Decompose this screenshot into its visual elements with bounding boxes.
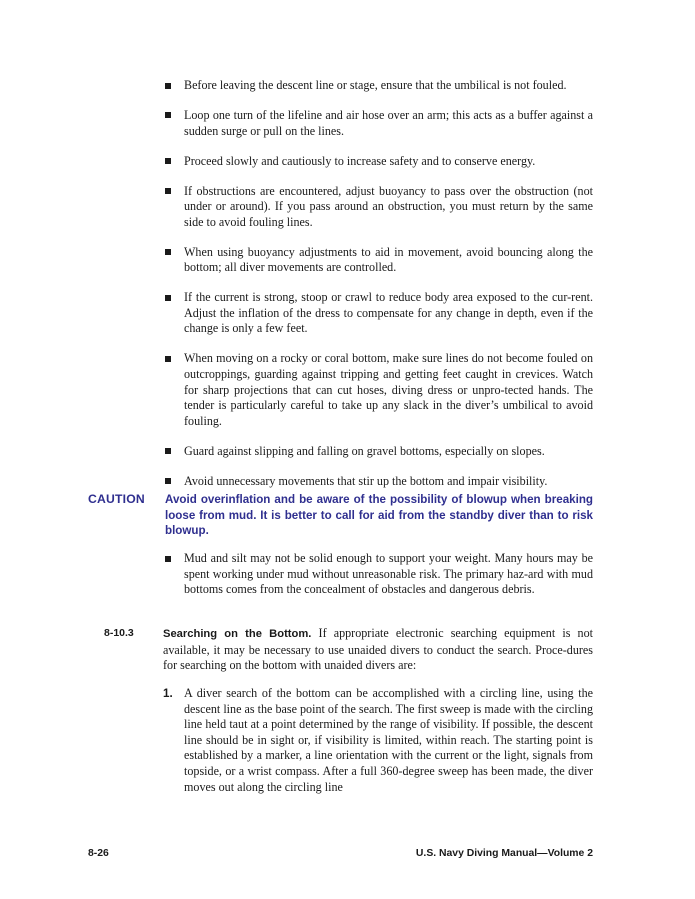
caution-block (88, 492, 593, 539)
list-item (165, 351, 593, 429)
item-number: 1. (163, 687, 173, 700)
list-item (165, 474, 593, 490)
page-number: 8-26 (88, 848, 109, 859)
bullet-text: Guard against slipping and falling on gravel bottoms, especially on slopes. (184, 443, 545, 458)
bullet-text: Proceed slowly and cautiously to increase safety and to conserve energy. (184, 153, 536, 168)
list-item (165, 78, 593, 94)
bullet-square-icon (165, 158, 171, 164)
numbered-item (163, 686, 593, 795)
bullet-square-icon (165, 188, 171, 194)
bullet-square-icon (165, 295, 171, 301)
bullet-text: If obstructions are encountered, adjust buoyancy to pass over the obstruction (not under or around). If you pass around an obstruction, you must return by the same side to avoid fouling lines. (184, 183, 593, 229)
bullet-text: Avoid unnecessary movements that stir up the bottom and impair visibility. (184, 473, 548, 488)
bullet-square-icon (165, 112, 171, 118)
bullet-text: When using buoyancy adjustments to aid in movement, avoid bouncing along the bottom; all diver movements are controlled. (184, 244, 593, 275)
caution-label: CAUTION (88, 492, 145, 506)
bullet-text: If the current is strong, stoop or crawl to reduce body area exposed to the cur-rent. Adjust the inflation of the dress to compensate for any change in depth, even if the change is only a few feet. (184, 290, 593, 336)
section-number: 8-10.3 (104, 627, 134, 639)
bullet-text: When moving on a rocky or coral bottom, make sure lines do not become fouled on outcroppings, guarding against tripping and getting feet caught in crevices. Watch for sharp projections that can cut hoses, diving dress or unpro-tected hands. The tender is particularly careful to take up any slack in the diver’s umbilical to avoid fouling. (184, 351, 593, 428)
list-item (165, 184, 593, 231)
bullet-square-icon (165, 448, 171, 454)
list-item (165, 551, 593, 598)
section-title: Searching on the Bottom. (163, 628, 312, 640)
list-item (165, 154, 593, 170)
caution-text: Avoid overinflation and be aware of the possibility of blowup when breaking loose from mud. It is better to call for aid from the standby diver than to risk blowup. (165, 493, 593, 538)
bullet-text: Mud and silt may not be solid enough to support your weight. Many hours may be spent working under mud without unreasonable risk. The primary haz-ard with mud bottoms comes from the concealment of obstacles and dangerous debris. (184, 551, 593, 597)
section-8-10-3 (104, 626, 593, 674)
bullet-text: Loop one turn of the lifeline and air hose over an arm; this acts as a buffer against a sudden surge or pull on the lines. (184, 107, 593, 138)
bullet-list-secondary (165, 551, 593, 612)
bullet-square-icon (165, 478, 171, 484)
bullet-square-icon (165, 83, 171, 89)
bullet-square-icon (165, 556, 171, 562)
bullet-square-icon (165, 356, 171, 362)
list-item (165, 108, 593, 139)
item-text: A diver search of the bottom can be accomplished with a circling line, using the descent line as the base point of the search. The first sweep is made with the circling line held taut at a point determined by the range of visibility. If possible, the descent line should be in sight or, if visibility is limited, within reach. The starting point is established by a marker, a line orientation with the current or the light, signals from topside, or a wrist compass. After a full 360-degree sweep has been made, the diver moves out along the circling line (184, 686, 593, 794)
list-item (165, 245, 593, 276)
list-item (165, 290, 593, 337)
numbered-list (163, 686, 593, 795)
bullet-square-icon (165, 249, 171, 255)
list-item (165, 444, 593, 460)
section-text: If appropriate electronic searching equipment is not available, it may be necessary to use unaided divers to conduct the search. Proce-dures for searching on the bottom with unaided divers are: (163, 626, 593, 673)
bullet-list (165, 78, 593, 504)
section-paragraph (163, 626, 593, 674)
footer-title: U.S. Navy Diving Manual—Volume 2 (415, 848, 593, 859)
bullet-text: Before leaving the descent line or stage, ensure that the umbilical is not fouled. (184, 78, 567, 92)
